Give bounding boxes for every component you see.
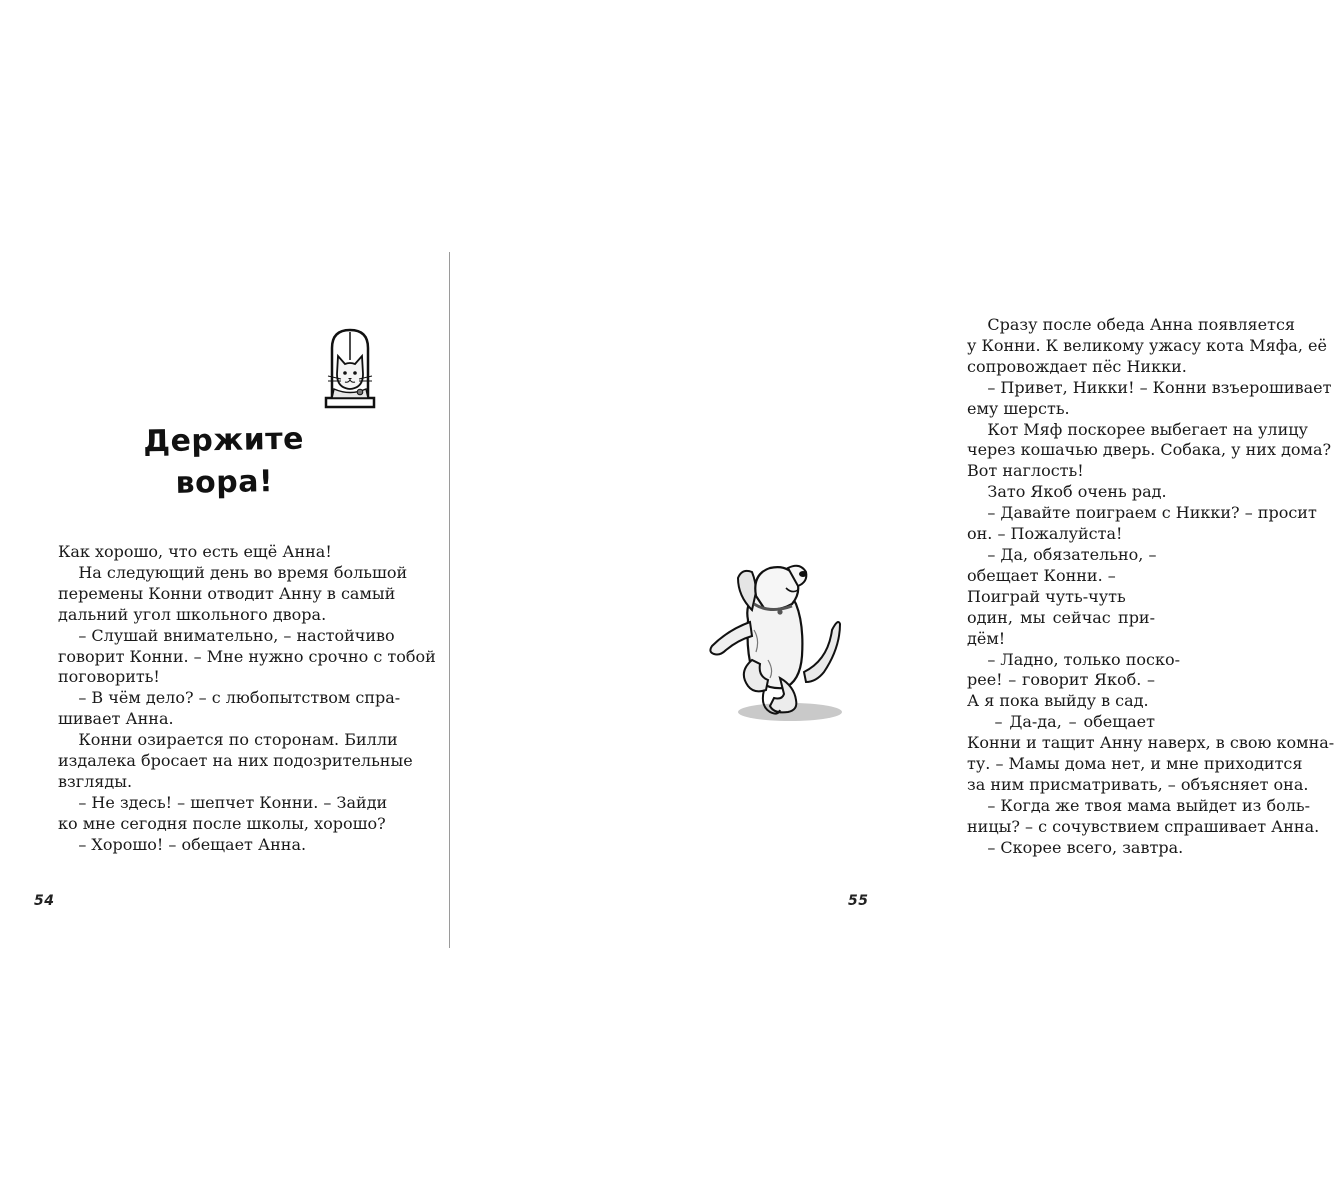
text-line: дальний угол школьного двора.: [58, 604, 327, 624]
left-page-text: [58, 542, 436, 856]
text-line: шивает Анна.: [58, 709, 174, 729]
text-line: – Давайте поиграем с Никки? – просит: [967, 503, 1317, 523]
text-line: Поиграй чуть-чуть: [967, 586, 1126, 606]
text-line: – Не здесь! – шепчет Конни. – Зайди: [58, 792, 388, 812]
text-line: дём!: [967, 628, 1006, 648]
text-line: А я пока выйду в сад.: [967, 691, 1149, 711]
text-line: у Конни. К великому ужасу кота Мяфа, её: [967, 335, 1327, 355]
text-line: обещает Конни. –: [967, 565, 1116, 585]
text-line: ницы? – с сочувствием спрашивает Анна.: [967, 816, 1320, 836]
text-line: за ним присматривать, – объясняет она.: [967, 774, 1309, 794]
right-page-text: [967, 315, 1334, 859]
chapter-title-line: Держите: [143, 421, 305, 460]
text-line: перемены Конни отводит Анну в самый: [58, 583, 396, 603]
text-line: один, мы сейчас при-: [967, 607, 1155, 627]
text-line: поговорить!: [58, 667, 160, 687]
text-line: – Хорошо! – обещает Анна.: [58, 834, 307, 854]
left-page: [0, 0, 449, 1200]
dog-icon: [708, 560, 854, 724]
text-line: Сразу после обеда Анна появляется: [967, 315, 1295, 334]
page-number: 54: [34, 893, 55, 909]
text-line: издалека бросает на них подозрительные: [58, 751, 413, 771]
text-line: – Ладно, только поско-: [967, 649, 1181, 669]
text-line: ему шерсть.: [967, 398, 1070, 418]
text-line: взгляды.: [58, 771, 133, 791]
text-line: – Да, обязательно, –: [967, 544, 1157, 564]
text-line: На следующий день во время большой: [58, 562, 408, 582]
text-line: – Привет, Никки! – Конни взъерошивает: [967, 377, 1332, 397]
text-line: говорит Конни. – Мне нужно срочно с тобой: [58, 646, 436, 666]
text-line: Вот наглость!: [967, 461, 1084, 481]
text-line: – Да-да, – обещает: [967, 712, 1155, 732]
cat-in-window-icon: [324, 326, 376, 410]
chapter-title-line: вора!: [175, 464, 274, 501]
text-line: Кот Мяф поскорее выбегает на улицу: [967, 419, 1308, 439]
text-line: – Слушай внимательно, – настойчиво: [58, 625, 395, 645]
text-line: – Когда же твоя мама выйдет из боль-: [967, 795, 1310, 815]
text-line: через кошачью дверь. Собака, у них дома?: [967, 440, 1332, 460]
text-line: Конни и тащит Анну наверх, в свою комна-: [967, 733, 1334, 753]
text-line: рее! – говорит Якоб. –: [967, 670, 1155, 690]
text-line: Конни озирается по сторонам. Билли: [58, 730, 398, 750]
page-number: 55: [848, 893, 869, 909]
text-line: Как хорошо, что есть ещё Анна!: [58, 542, 332, 561]
chapter-title: [109, 418, 338, 506]
text-line: ту. – Мамы дома нет, и мне приходится: [967, 754, 1303, 774]
text-line: он. – Пожалуйста!: [967, 524, 1123, 544]
text-line: – Скорее всего, завтра.: [967, 837, 1184, 857]
text-line: – В чём дело? – с любопытством спра-: [58, 688, 401, 708]
text-line: сопровождает пёс Никки.: [967, 356, 1187, 376]
text-line: ко мне сегодня после школы, хорошо?: [58, 813, 386, 833]
text-line: Зато Якоб очень рад.: [967, 482, 1167, 502]
